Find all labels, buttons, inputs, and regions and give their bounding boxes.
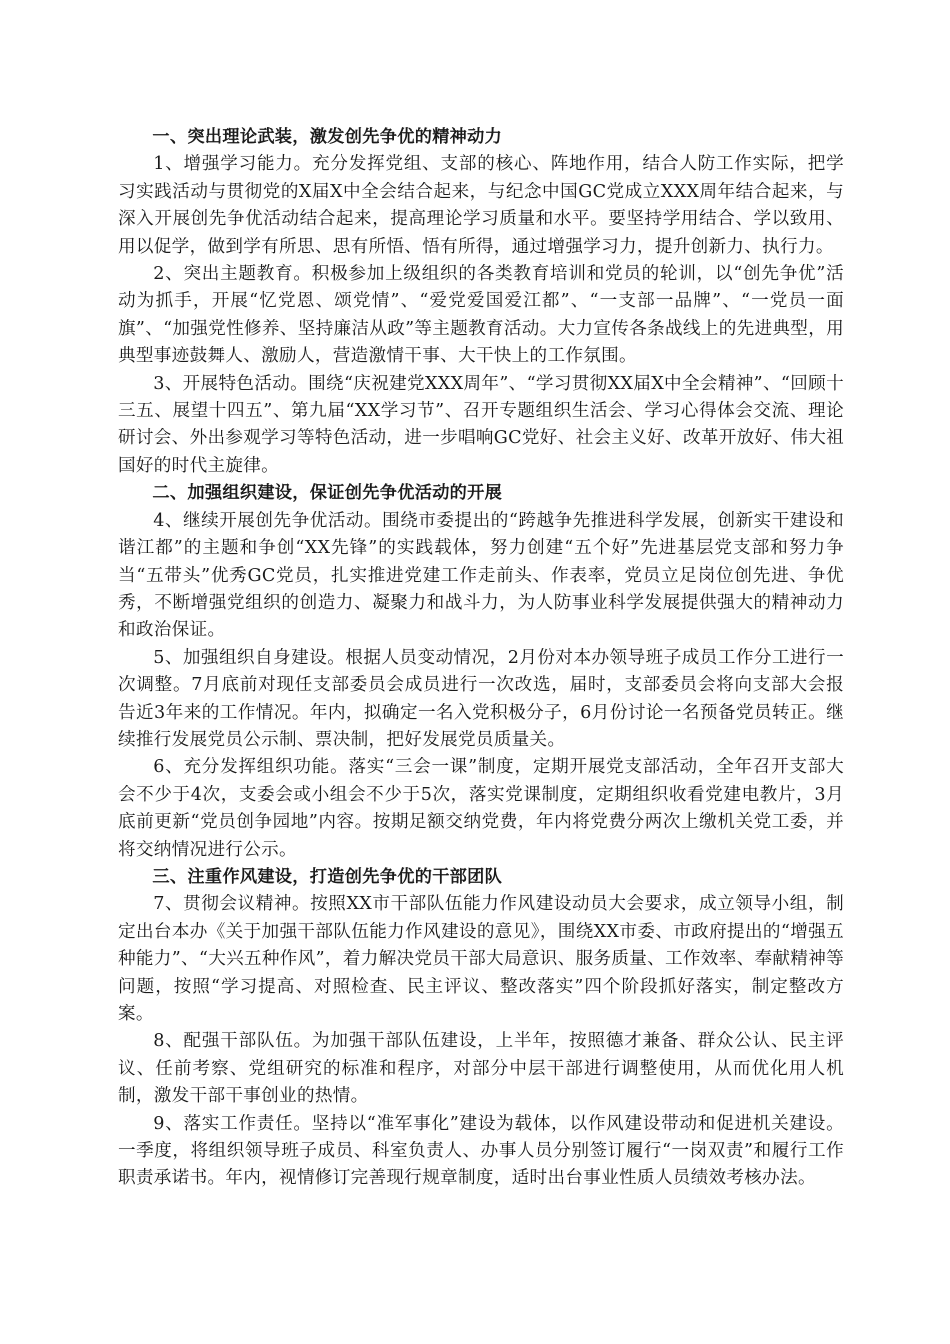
paragraph: 7、贯彻会议精神。按照XX市干部队伍能力作风建设动员大会要求，成立领导小组，制定出台本办《关于加强干部队伍能力作风建设的意见》，围绕XX市委、市政府提出的“增强五种能力”、“大兴五种作风”，着力解决党员干部大局意识、服务质量、工作效率、奉献精神等问题，按照“学习提高、对照检查、民主评议、整改落实”四个阶段抓好落实，制定整改方案。 <box>118 894 844 1024</box>
paragraph: 8、配强干部队伍。为加强干部队伍建设，上半年，按照德才兼备、群众公认、民主评议、任前考察、党组研究的标准和程序，对部分中层干部进行调整使用，从而优化用人机制，激发干部干事创业的热情。 <box>118 1031 844 1107</box>
section-heading: 三、注重作风建设，打造创先争优的干部团队 <box>152 866 503 887</box>
section-heading: 一、突出理论武装，激发创先争优的精神动力 <box>152 127 503 147</box>
paragraph: 6、充分发挥组织功能。落实“三会一课”制度，定期开展党支部活动，全年召开支部大会不少于4次，支委会或小组会不少于5次，落实党课制度，定期组织收看党建电教片，3月底前更新“党员创争园地”内容。按期足额交纳党费，年内将党费分两次上缴机关党工委，并将交纳情况进行公示。 <box>118 757 844 860</box>
paragraph: 1、增强学习能力。充分发挥党组、支部的核心、阵地作用，结合人防工作实际，把学习实践活动与贯彻党的X届X中全会结合起来，与纪念中国GC党成立XXX周年结合起来，与深入开展创先争优活动结合起来，提高理论学习质量和水平。要坚持学用结合、学以致用、用以促学，做到学有所思、思有所悟、悟有所得，通过增强学习力，提升创新力、执行力。 <box>118 154 844 257</box>
document-body <box>118 124 844 1193</box>
paragraph: 5、加强组织自身建设。根据人员变动情况，2月份对本办领导班子成员工作分工进行一次调整。7月底前对现任支部委员会成员进行一次改选，届时，支部委员会将向支部大会报告近3年来的工作情况。年内，拟确定一名入党积极分子，6月份讨论一名预备党员转正。继续推行发展党员公示制、票决制，把好发展党员质量关。 <box>118 647 844 750</box>
paragraph: 3、开展特色活动。围绕“庆祝建党XXX周年”、“学习贯彻XX届X中全会精神”、“回顾十三五、展望十四五”、第九届“XX学习节”、召开专题组织生活会、学习心得体会交流、理论研讨会、外出参观学习等特色活动，进一步唱响GC党好、社会主义好、改革开放好、伟大祖国好的时代主旋律。 <box>118 373 844 476</box>
section-heading: 二、加强组织建设，保证创先争优活动的开展 <box>152 483 503 504</box>
paragraph: 2、突出主题教育。积极参加上级组织的各类教育培训和党员的轮训，以“创先争优”活动为抓手，开展“忆党恩、颂党情”、“爱党爱国爱江都”、“一支部一品牌”、“一党员一面旗”、“加强党性修养、坚持廉洁从政”等主题教育活动。大力宣传各条战线上的先进典型，用典型事迹鼓舞人、激励人，营造激情干事、大干快上的工作氛围。 <box>118 264 844 367</box>
paragraph: 9、落实工作责任。坚持以“准军事化”建设为载体，以作风建设带动和促进机关建设。一季度，将组织领导班子成员、科室负责人、办事人员分别签订履行“一岗双责”和履行工作职责承诺书。年内，视情修订完善现行规章制度，适时出台事业性质人员绩效考核办法。 <box>118 1113 844 1189</box>
paragraph: 4、继续开展创先争优活动。围绕市委提出的“跨越争先推进科学发展，创新实干建设和谐江都”的主题和争创“XX先锋”的实践载体，努力创建“五个好”先进基层党支部和努力争当“五带头”优秀GC党员，扎实推进党建工作走前头、作表率，党员立足岗位创先进、争优秀，不断增强党组织的创造力、凝聚力和战斗力，为人防事业科学发展提供强大的精神动力和政治保证。 <box>118 510 844 641</box>
